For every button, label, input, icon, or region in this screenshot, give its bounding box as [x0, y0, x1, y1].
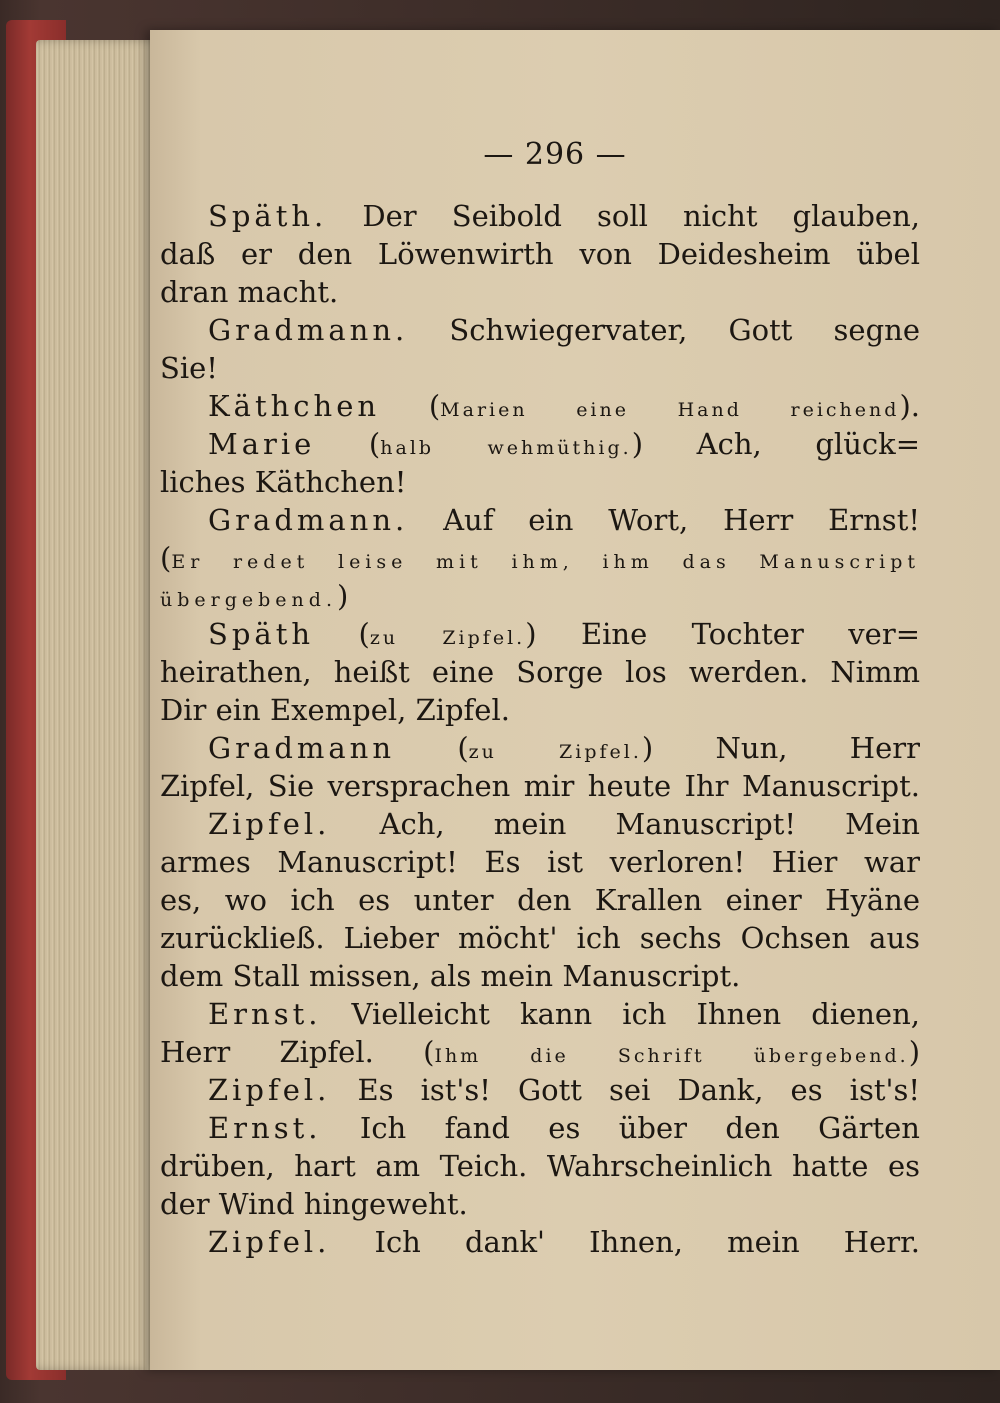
text-line	[160, 1114, 920, 1152]
text-line	[160, 620, 920, 658]
line-text: der Wind hingeweht.	[160, 1190, 468, 1221]
text-line	[160, 696, 920, 734]
text-line	[160, 848, 920, 886]
text-line	[160, 278, 920, 316]
line-text: daß er den Löwenwirth von Deidesheim übel	[160, 240, 920, 271]
text-line	[160, 772, 920, 810]
speaker-name: Ernst.	[208, 1000, 322, 1031]
line-text: Dir ein Exempel, Zipfel.	[160, 696, 510, 727]
line-text: Schwiegervater, Gott segne	[408, 316, 920, 347]
line-text: Ich fand es über den Gärten	[321, 1114, 920, 1145]
line-text: dran macht.	[160, 278, 339, 309]
line-text: Es ist's! Gott sei Dank, es ist's!	[330, 1076, 920, 1107]
speaker-name: Zipfel.	[208, 1076, 331, 1107]
line-text: Herr Zipfel. (	[160, 1038, 435, 1069]
stage-direction: übergebend.	[160, 589, 337, 611]
line-text: (	[380, 392, 441, 423]
stage-direction: zu Zipfel.	[369, 627, 526, 649]
text-line	[160, 240, 920, 278]
speaker-name: Gradmann	[208, 734, 396, 765]
stage-direction: halb wehmüthig.	[380, 437, 632, 459]
line-text: Ach, mein Manuscript! Mein	[330, 810, 920, 841]
text-line	[160, 962, 920, 1000]
line-text: ) Eine Tochter ver=	[525, 620, 920, 651]
line-text: )	[336, 582, 349, 613]
line-text: drüben, hart am Teich. Wahrscheinlich hatte es	[160, 1152, 920, 1183]
text-line	[160, 430, 920, 468]
text-line	[160, 392, 920, 430]
text-line	[160, 1038, 920, 1076]
text-line	[160, 1000, 920, 1038]
speaker-name: Ernst.	[208, 1114, 322, 1145]
stage-direction: zu Zipfel.	[468, 741, 642, 763]
stage-direction: Marien eine Hand reichend	[440, 399, 900, 421]
line-text: liches Käthchen!	[160, 468, 407, 499]
text-line	[160, 316, 920, 354]
line-text: Der Seibold soll nicht glauben,	[327, 202, 920, 233]
line-text: es, wo ich es unter den Krallen einer Hyäne	[160, 886, 920, 917]
text-line	[160, 354, 920, 392]
text-line	[160, 468, 920, 506]
line-text: Sie!	[160, 354, 218, 385]
text-line	[160, 886, 920, 924]
line-text: ) Nun, Herr	[641, 734, 920, 765]
line-text: (	[160, 544, 172, 575]
speaker-name: Marie	[208, 430, 316, 461]
text-line	[160, 202, 920, 240]
text-line	[160, 1228, 920, 1266]
text-line	[160, 734, 920, 772]
text-lines	[160, 202, 920, 1266]
speaker-name: Späth.	[208, 202, 328, 233]
line-text: zurückließ. Lieber möcht' ich sechs Ochsen aus	[160, 924, 920, 955]
line-text: heirathen, heißt eine Sorge los werden. Nimm	[160, 658, 920, 689]
line-text: ) Ach, glück=	[631, 430, 920, 461]
text-line	[160, 810, 920, 848]
line-text: )	[908, 1038, 920, 1069]
text-line	[160, 582, 920, 620]
line-text: ).	[899, 392, 920, 423]
text-line	[160, 544, 920, 582]
line-text: (	[315, 430, 381, 461]
text-line	[160, 1152, 920, 1190]
text-line	[160, 1076, 920, 1114]
line-text: Vielleicht kann ich Ihnen dienen,	[321, 1000, 920, 1031]
text-line	[160, 658, 920, 696]
speaker-name: Gradmann.	[208, 506, 409, 537]
line-text: (	[395, 734, 469, 765]
speaker-name: Gradmann.	[208, 316, 409, 347]
speaker-name: Käthchen	[208, 392, 381, 423]
stage-direction: Ihm die Schrift übergebend.	[434, 1045, 909, 1067]
page-content	[160, 137, 920, 1266]
line-text: (	[314, 620, 370, 651]
line-text: Ich dank' Ihnen, mein Herr.	[330, 1228, 920, 1259]
page-number: — 296 —	[483, 137, 627, 172]
text-line	[160, 1190, 920, 1228]
text-line	[160, 924, 920, 962]
line-text: Auf ein Wort, Herr Ernst!	[408, 506, 920, 537]
line-text: Zipfel, Sie versprachen mir heute Ihr Manuscript.	[160, 772, 920, 803]
text-line	[160, 506, 920, 544]
speaker-name: Zipfel.	[208, 1228, 331, 1259]
speaker-name: Späth	[208, 620, 315, 651]
speaker-name: Zipfel.	[208, 810, 331, 841]
stage-direction: Er redet leise mit ihm, ihm das Manuscript	[171, 551, 920, 573]
line-text: dem Stall missen, als mein Manuscript.	[160, 962, 741, 993]
line-text: armes Manuscript! Es ist verloren! Hier war	[160, 848, 920, 879]
